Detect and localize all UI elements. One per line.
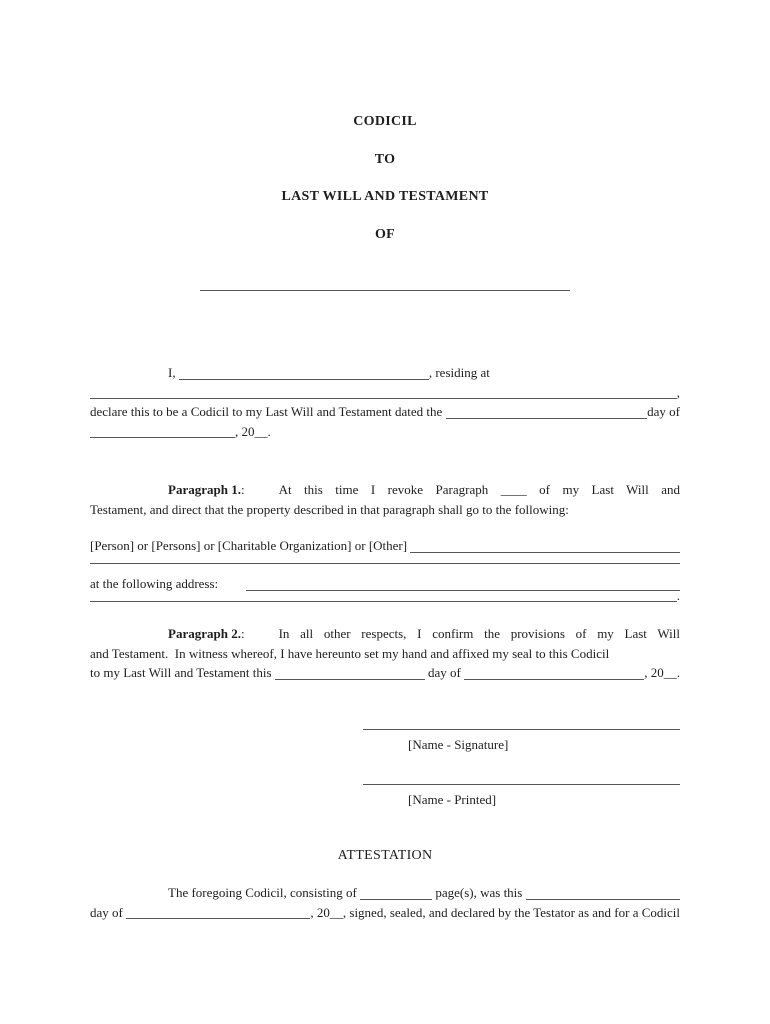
page-count-field (360, 899, 432, 900)
beneficiary-field-continued (90, 563, 680, 564)
attestation-declared-text: , 20__, signed, sealed, and declared by the Testator as and for a Codicil (310, 904, 680, 920)
witness-whereof-text: and Testament. In witness whereof, I have hereunto set my hand and affixed my seal to this Codicil (90, 645, 610, 661)
paragraph-2-label: Paragraph 2. (168, 626, 241, 641)
attestation-heading: ATTESTATION (337, 847, 433, 863)
attestation-day-of-label: day of (90, 904, 127, 920)
printed-name-label-line (90, 790, 680, 810)
attestation-day-field (526, 899, 680, 900)
name-printed-label: [Name - Printed] (408, 792, 497, 807)
paragraph-2-colon: : (240, 626, 245, 641)
execution-day-of-label: day of (424, 665, 465, 680)
intro-line-2 (90, 383, 680, 403)
day-of-label: day of (647, 404, 680, 419)
title-line-to (90, 150, 680, 170)
signature-label-line (90, 735, 680, 755)
intro-line-4 (90, 422, 680, 442)
declare-codicil-text: declare this to be a Codicil to my Last Will and Testament dated the (90, 404, 446, 419)
signature-line (90, 714, 680, 734)
attestation-month-field (126, 918, 310, 919)
execution-intro-text: to my Last Will and Testament this (90, 665, 275, 680)
testator-name-line (90, 275, 680, 295)
title-line-of (90, 225, 680, 245)
declarant-name-field (179, 379, 429, 380)
paragraph-2-line-3 (90, 663, 680, 683)
printed-name-field (363, 784, 680, 785)
direct-property-text: Testament, and direct that the property described in that paragraph shall go to the following: (90, 501, 569, 517)
execution-month-field (464, 679, 644, 680)
paragraph-1-label: Paragraph 1. (168, 482, 241, 497)
will-date-year-text: , 20__. (235, 423, 271, 439)
intro-line-3 (90, 402, 680, 422)
paragraph-2-line-1 (90, 624, 680, 644)
address-field (246, 590, 680, 591)
address-line (90, 574, 680, 594)
title-line-last-will (90, 187, 680, 207)
residence-field-continued (90, 398, 677, 399)
title-line-codicil (90, 112, 680, 132)
title-to: TO (374, 151, 396, 167)
revoke-paragraph-text: At this time I revoke Paragraph ____ of my Last Will and (278, 482, 680, 497)
will-date-day-field (446, 418, 648, 419)
address-label: at the following address: (90, 576, 219, 591)
title-of: OF (374, 227, 396, 242)
execution-year-text: , 20__. (644, 665, 680, 680)
name-signature-label: [Name - Signature] (408, 737, 509, 752)
address-field-continued (90, 601, 677, 602)
foregoing-codicil-text: The foregoing Codicil, consisting of (168, 885, 361, 900)
beneficiary-options-text: [Person] or [Persons] or [Charitable Organization] or [Other] (90, 538, 411, 553)
testator-name-field (200, 290, 570, 291)
comma-after-residence: , (676, 384, 680, 400)
execution-day-field (275, 679, 425, 680)
beneficiary-field (410, 552, 680, 553)
paragraph-1-colon: : (240, 482, 245, 497)
paragraph-1-line-2 (90, 500, 680, 520)
paragraph-2-line-2 (90, 644, 680, 664)
intro-line-1 (90, 363, 680, 383)
will-date-month-field (90, 437, 235, 438)
codicil-document-body (90, 0, 680, 922)
printed-name-line (90, 769, 680, 789)
beneficiary-line (90, 536, 680, 556)
residing-at-label: , residing at (428, 365, 494, 380)
attestation-line-1 (90, 883, 680, 903)
title-codicil: CODICIL (353, 114, 417, 129)
period-after-address: . (676, 587, 680, 603)
attestation-heading-line (90, 846, 680, 866)
attestation-line-2 (90, 903, 680, 923)
confirm-provisions-text: In all other respects, I confirm the provisions of my Last Will (278, 626, 680, 641)
title-last-will: LAST WILL AND TESTAMENT (281, 189, 489, 204)
pages-was-this-text: page(s), was this (432, 885, 526, 900)
signature-field (363, 729, 680, 730)
intro-i-label: I, (168, 365, 179, 380)
paragraph-1-line-1 (90, 480, 680, 500)
